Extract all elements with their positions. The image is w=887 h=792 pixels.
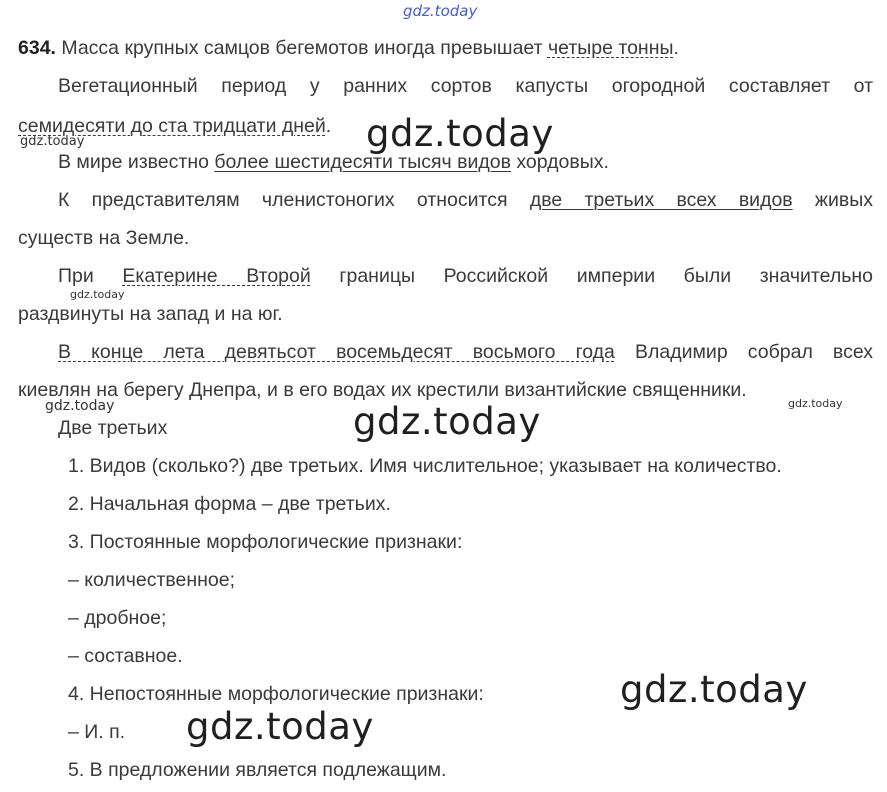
analysis-item: 5. В предложении является подлежащим. [68,759,447,781]
sentence-5-end: границы Российской империи были значительно [310,265,873,287]
watermark-small: gdz.today [45,398,115,414]
analysis-item: 2. Начальная форма – две третьих. [68,493,391,515]
sentence-4-end: живых [792,189,873,211]
analysis-item: – И. п. [68,721,126,743]
analysis-item: – составное. [68,645,183,667]
sentence-1-text: Масса крупных самцов бегемотов иногда превышает [55,37,548,59]
sentence-6-end: Владимир собрал всех [614,341,873,363]
sentence-6-numeral: В конце лета девятьсот восемьдесят восьмого года [58,341,615,363]
sentence-4-text: К представителям членистоногих относится [58,189,530,211]
watermark-small: gdz.today [70,288,125,301]
sentence-3-end: хордовых. [510,151,609,173]
analysis-item: 4. Непостоянные морфологические признаки: [68,683,484,705]
analysis-item: 1. Видов (сколько?) две третьих. Имя числительное; указывает на количество. [68,455,782,477]
sentence-1-numeral: четыре тонны [547,37,674,59]
sentence-4-line-1 [58,188,873,212]
analysis-title: Две третьих [58,417,168,439]
sentence-4-numeral: две третьих всех видов [529,189,793,211]
watermark-small: gdz.today [20,134,85,149]
watermark-big: gdz.today [353,400,541,443]
sentence-2-line-1: Вегетационный период у ранних сортов капусты огородной составляет от [58,75,873,97]
sentence-3-text: В мире известно [58,151,215,173]
sentence-2-end: . [325,115,332,137]
watermark-big: gdz.today [366,112,554,155]
sentence-3-numeral: более шестидесяти тысяч видов [214,151,511,173]
sentence-2-numeral: семидесяти до ста тридцати дней [18,115,326,137]
sentence-5-text: При [58,265,123,287]
analysis-item: 3. Постоянные морфологические признаки: [68,531,463,553]
sentence-6-line-1 [58,340,873,364]
sentence-5-line-2: раздвинуты на запад и на юг. [18,303,283,325]
sentence-1-end: . [673,37,679,59]
sentence-5-line-1 [58,264,873,288]
exercise-number: 634. [18,37,56,59]
watermark-big: gdz.today [186,705,374,748]
sentence-1 [18,36,679,60]
watermark-top: gdz.today [403,2,478,20]
sentence-5-numeral: Екатерине Второй [122,265,311,287]
sentence-6-line-2: киевлян на берегу Днепра, и в его водах их крестили византийские священники. [18,379,747,401]
watermark-small: gdz.today [788,397,843,410]
sentence-4-line-2: существ на Земле. [18,227,190,249]
analysis-item: – дробное; [68,607,167,629]
analysis-item: – количественное; [68,569,236,591]
watermark-big: gdz.today [620,668,808,711]
